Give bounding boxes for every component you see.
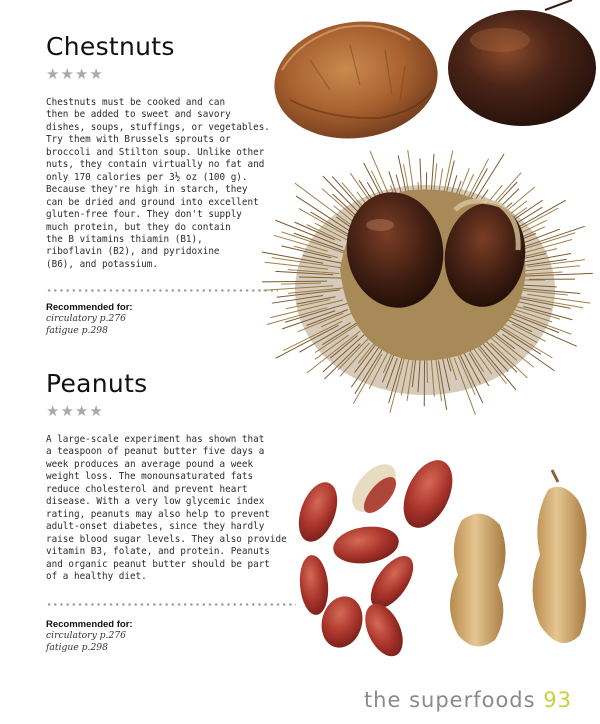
peanut-shells-image <box>450 470 587 646</box>
text-line: riboflavin (B2), and pyridoxine <box>46 246 220 258</box>
recommended-heading: Recommended for: <box>46 302 133 313</box>
text-line: Chestnuts must be cooked and can <box>46 97 226 108</box>
recommended-link[interactable]: fatigue p.298 <box>46 325 109 336</box>
chestnut-rough-image <box>267 11 446 149</box>
recommended-link[interactable]: circulatory p.276 <box>46 630 127 641</box>
text-line: then be added to sweet and savory <box>46 109 231 121</box>
chestnuts-rating-stars: ★★★★ <box>46 66 104 83</box>
text-line: the B vitamins thiamin (B1), <box>46 233 203 245</box>
text-line: broccoli and Stilton soup. Unlike other <box>46 146 265 158</box>
text-line: A large-scale experiment has shown that <box>46 434 265 445</box>
text-line: only 170 calories per 3½ oz (100 g). <box>46 171 248 183</box>
section-name: the superfoods <box>363 688 536 712</box>
page-number: 93 <box>543 688 572 712</box>
text-line: rating, peanuts may also help to prevent <box>46 508 270 520</box>
chestnut-burr-image <box>262 150 593 415</box>
text-line: a teaspoon of peanut butter five days a <box>46 446 265 458</box>
text-line: and organic peanut butter should be part <box>46 558 270 570</box>
text-line: nuts, they contain virtually no fat and <box>46 159 265 171</box>
peanut-kernels-image <box>291 452 462 662</box>
text-line: reduce cholesterol and prevent heart <box>46 483 248 495</box>
text-line: can be dried and ground into excellent <box>46 196 259 208</box>
text-line: raise blood sugar levels. They also provide <box>46 533 287 545</box>
text-line: adult-onset diabetes, since they hardly <box>46 521 265 533</box>
text-line: gluten-free four. They don't supply <box>46 209 242 221</box>
text-line: weight loss. The monounsaturated fats <box>46 471 254 483</box>
text-line: vitamin B3, folate, and protein. Peanuts <box>46 546 270 558</box>
chestnuts-title: Chestnuts <box>46 32 175 61</box>
peanuts-rating-stars: ★★★★ <box>46 403 104 420</box>
text-line: Try them with Brussels sprouts or <box>46 134 231 146</box>
text-line: (B6), and potassium. <box>46 258 158 270</box>
text-line: much protein, but they do contain <box>46 221 231 233</box>
chestnut-shiny-image <box>448 0 596 126</box>
text-line: of a healthy diet. <box>46 570 147 582</box>
recommended-heading: Recommended for: <box>46 619 133 630</box>
peanuts-title: Peanuts <box>46 369 148 398</box>
text-line: dishes, soups, stuffings, or vegetables. <box>46 121 270 133</box>
recommended-link[interactable]: circulatory p.276 <box>46 313 127 324</box>
text-line: week produces an average pound a week <box>46 458 254 470</box>
recommended-link[interactable]: fatigue p.298 <box>46 642 109 653</box>
page-footer <box>364 688 572 712</box>
text-line: Because they're high in starch, they <box>46 184 248 196</box>
text-line: disease. With a very low glycemic index <box>46 496 265 508</box>
